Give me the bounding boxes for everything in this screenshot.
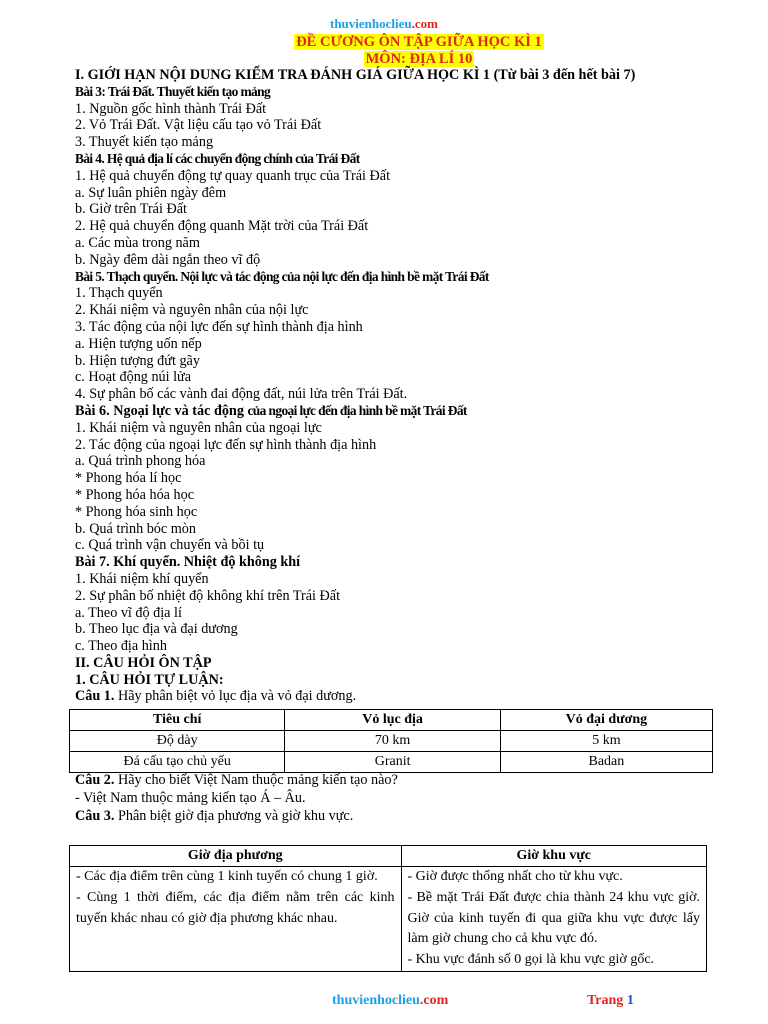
zone-time-cell bbox=[401, 867, 707, 972]
table-row bbox=[70, 731, 713, 752]
list-item: 1. Nguồn gốc hình thành Trái Đất bbox=[75, 100, 267, 117]
table-header-cell: Giờ địa phương bbox=[70, 846, 402, 867]
list-item: a. Theo vĩ độ địa lí bbox=[75, 604, 182, 621]
list-item: 2. Sự phân bố nhiệt độ không khí trên Trái Đất bbox=[75, 587, 341, 604]
list-item: 1. Khái niệm và nguyên nhân của ngoại lực bbox=[75, 419, 322, 436]
question-2-text: Hãy cho biết Việt Nam thuộc mảng kiến tạo nào? bbox=[114, 772, 398, 788]
list-item: 1. Thạch quyển bbox=[75, 285, 163, 302]
table-row bbox=[70, 867, 707, 972]
list-item: 3. Thuyết kiến tạo mảng bbox=[75, 134, 214, 151]
cell-paragraph: - Khu vực đánh số 0 gọi là khu vực giờ gốc. bbox=[407, 952, 655, 968]
time-comparison-table bbox=[69, 845, 707, 972]
footer-site-name bbox=[332, 993, 448, 1009]
cell-paragraph: - Giờ được thống nhất cho từ khu vực. bbox=[407, 869, 623, 884]
list-item: * Phong hóa sinh học bbox=[75, 503, 198, 520]
site-name-part2: .com bbox=[411, 16, 438, 31]
question-2 bbox=[75, 771, 398, 789]
footer-site-part2: .com bbox=[419, 993, 449, 1008]
cell-paragraph: - Các địa điểm trên cùng 1 kinh tuyến có chung 1 giờ. bbox=[76, 869, 378, 884]
section-2-heading: II. CÂU HỎI ÔN TẬP bbox=[75, 654, 212, 671]
list-item: 4. Sự phân bố các vành đai động đất, núi lửa trên Trái Đất. bbox=[75, 386, 408, 403]
list-item: b. Hiện tượng đứt gãy bbox=[75, 352, 200, 369]
list-item: b. Theo lục địa và đại dương bbox=[75, 621, 238, 638]
lesson-4-title: Bài 4. Hệ quả địa lí các chuyển động chính của Trái Đất bbox=[75, 150, 360, 166]
list-item: b. Ngày đêm dài ngắn theo vĩ độ bbox=[75, 251, 261, 268]
list-item: c. Hoạt động núi lửa bbox=[75, 369, 192, 386]
lesson-3-title: Bài 3: Trái Đất. Thuyết kiến tạo mảng bbox=[75, 83, 271, 99]
question-2-label: Câu 2. bbox=[75, 772, 115, 788]
list-item: b. Quá trình bóc mòn bbox=[75, 520, 196, 537]
footer-site-part1: thuvienhoclieu bbox=[332, 993, 420, 1008]
page-number bbox=[587, 993, 634, 1009]
list-item: a. Các mùa trong năm bbox=[75, 234, 200, 251]
questions-2-3 bbox=[75, 771, 398, 825]
question-1-label: Câu 1. bbox=[75, 688, 115, 705]
list-item: c. Theo địa hình bbox=[75, 638, 167, 655]
header-site-name bbox=[0, 16, 768, 32]
table-cell: Đá cấu tạo chủ yếu bbox=[70, 752, 285, 773]
table-header-cell: Tiêu chí bbox=[70, 710, 285, 731]
list-item: 1. Hệ quả chuyển động tự quay quanh trục của Trái Đất bbox=[75, 167, 391, 184]
cell-paragraph: - Bề mặt Trái Đất được chia thành 24 khu vực giờ. Giờ của kinh tuyến đi qua giữa khu vực được lấy làm giờ chung cho cả khu vực đó. bbox=[407, 889, 700, 947]
title-line-1: ĐỀ CƯƠNG ÔN TẬP GIỮA HỌC KÌ 1 bbox=[296, 34, 542, 50]
section-1-heading: I. GIỚI HẠN NỘI DUNG KIỂM TRA ĐÁNH GIÁ GIỮA HỌC KÌ 1 (Từ bài 3 đến hết bài 7) bbox=[75, 67, 636, 83]
list-item: c. Quá trình vận chuyển và bồi tụ bbox=[75, 537, 265, 554]
question-1 bbox=[75, 688, 725, 705]
question-3-label: Câu 3. bbox=[75, 808, 115, 824]
list-item: 2. Tác động của ngoại lực đến sự hình thành địa hình bbox=[75, 436, 377, 453]
document-title bbox=[0, 34, 768, 68]
lesson-6-title bbox=[75, 403, 725, 420]
lesson-6-title-part2: của ngoại lực đến địa hình bề mặt Trái Đất bbox=[247, 402, 467, 418]
list-item: a. Hiện tượng uốn nếp bbox=[75, 335, 202, 352]
list-item: b. Giờ trên Trái Đất bbox=[75, 201, 187, 218]
essay-questions-heading: 1. CÂU HỎI TỰ LUẬN: bbox=[75, 671, 224, 688]
cell-paragraph: - Cùng 1 thời điểm, các địa điểm nằm trên các kinh tuyến khác nhau có giờ địa phương khác nhau. bbox=[76, 889, 395, 926]
table-cell: 70 km bbox=[285, 731, 500, 752]
table-header-row bbox=[70, 846, 707, 867]
table-cell: Granit bbox=[285, 752, 500, 773]
document-body bbox=[75, 67, 725, 705]
question-2-answer: - Việt Nam thuộc mảng kiến tạo Á – Âu. bbox=[75, 790, 306, 806]
list-item: 2. Khái niệm và nguyên nhân của nội lực bbox=[75, 302, 309, 319]
question-1-text: Hãy phân biệt vỏ lục địa và vỏ đại dương. bbox=[114, 688, 357, 705]
table-cell: Độ dày bbox=[70, 731, 285, 752]
page-number-value: 1 bbox=[626, 993, 634, 1008]
table-header-cell: Vỏ đại dương bbox=[500, 710, 712, 731]
question-3-text: Phân biệt giờ địa phương và giờ khu vực. bbox=[114, 808, 354, 824]
list-item: a. Quá trình phong hóa bbox=[75, 453, 206, 470]
page-label: Trang bbox=[587, 993, 627, 1008]
list-item: * Phong hóa lí học bbox=[75, 470, 182, 487]
lesson-5-title: Bài 5. Thạch quyển. Nội lực và tác động của nội lực đến địa hình bề mặt Trái Đất bbox=[75, 268, 489, 284]
list-item: 2. Hệ quả chuyển động quanh Mặt trời của Trái Đất bbox=[75, 218, 369, 235]
question-3 bbox=[75, 807, 398, 825]
list-item: a. Sự luân phiên ngày đêm bbox=[75, 184, 227, 201]
crust-comparison-table bbox=[69, 709, 713, 773]
local-time-cell bbox=[70, 867, 402, 972]
table-row bbox=[70, 752, 713, 773]
table-header-cell: Vỏ lục địa bbox=[285, 710, 500, 731]
lesson-7-title: Bài 7. Khí quyển. Nhiệt độ không khí bbox=[75, 554, 301, 571]
table-header-row bbox=[70, 710, 713, 731]
table-cell: 5 km bbox=[500, 731, 712, 752]
list-item: 3. Tác động của nội lực đến sự hình thành địa hình bbox=[75, 318, 363, 335]
list-item: 2. Vỏ Trái Đất. Vật liệu cấu tạo vỏ Trái Đất bbox=[75, 117, 322, 134]
site-name-part1: thuvienhoclieu bbox=[330, 16, 412, 31]
title-line-2: MÔN: ĐỊA LÍ 10 bbox=[365, 51, 473, 67]
lesson-6-title-part1: Bài 6. Ngoại lực và tác động bbox=[75, 402, 248, 419]
table-cell: Badan bbox=[500, 752, 712, 773]
table-header-cell: Giờ khu vực bbox=[401, 846, 707, 867]
list-item: * Phong hóa hóa học bbox=[75, 486, 195, 503]
list-item: 1. Khái niệm khí quyển bbox=[75, 570, 209, 587]
